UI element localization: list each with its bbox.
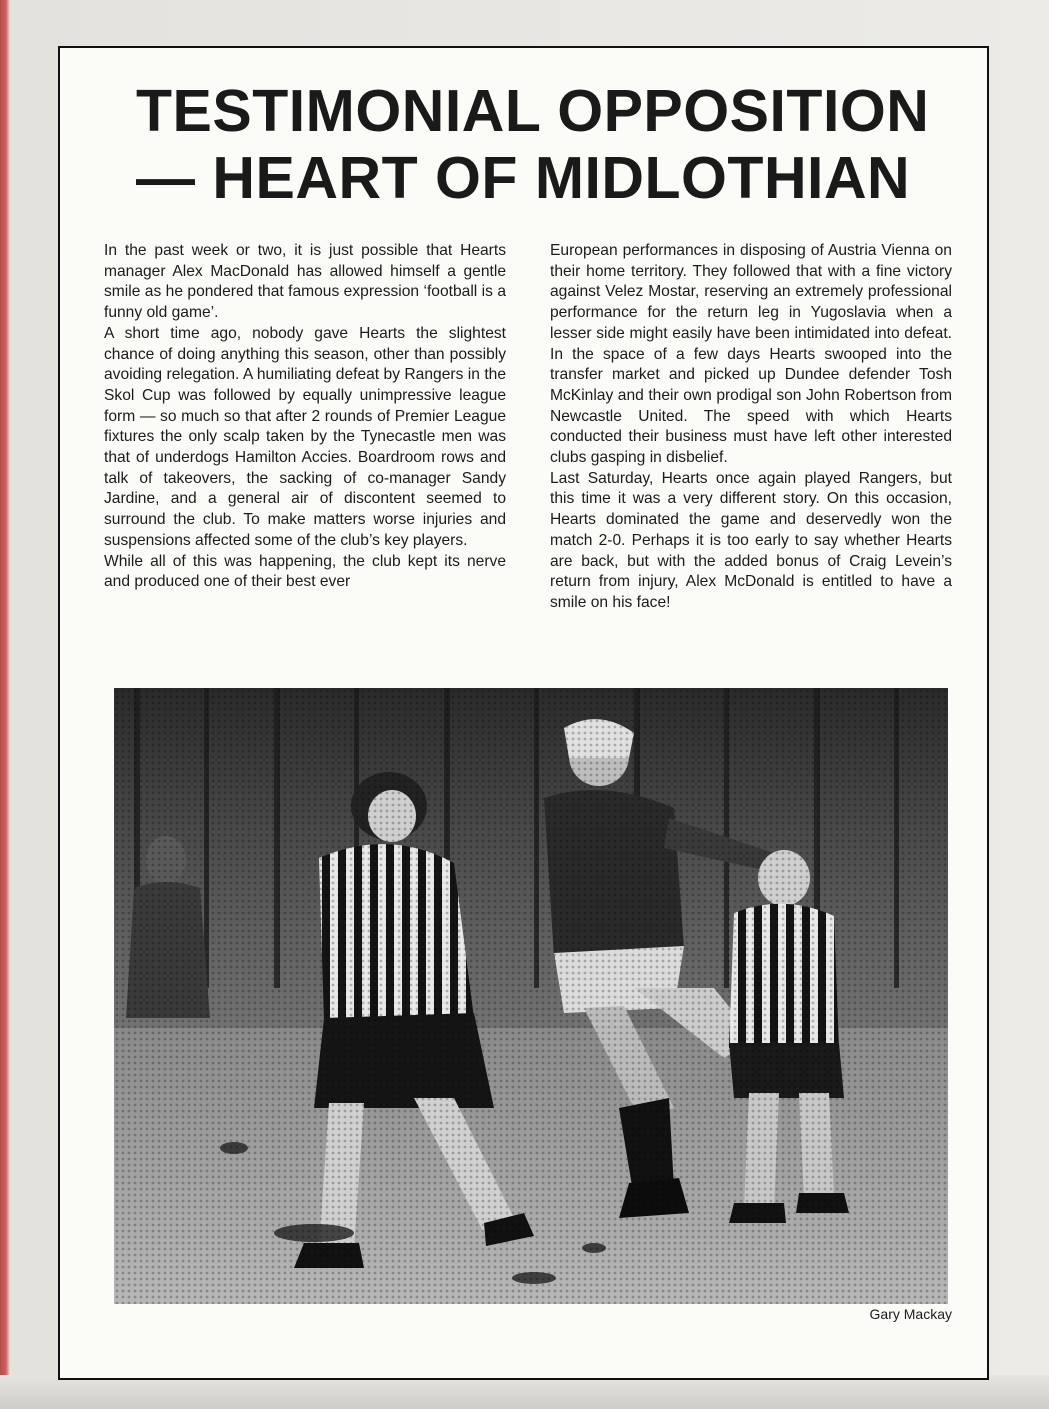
paragraph: While all of this was happening, the club kept its nerve and produced one of their best ever <box>104 552 506 591</box>
photo-caption: Gary Mackay <box>869 1306 952 1322</box>
article-column-left <box>104 241 506 593</box>
headline-line-2: — HEART OF MIDLOTHIAN <box>136 145 911 211</box>
paragraph: In the past week or two, it is just possible that Hearts manager Alex MacDonald has allowed himself a gentle smile as he pondered that famous expression ‘football is a funny old game’. <box>104 242 506 322</box>
headline-line-1: TESTIMONIAL OPPOSITION <box>136 78 930 144</box>
match-photo <box>114 688 948 1304</box>
programme-page <box>58 46 989 1380</box>
paragraph: European performances in disposing of Austria Vienna on their home territory. They followed that with a fine victory against Velez Mostar, reserving an extremely professional performance for the return leg in Yugoslavia when a lesser side might easily have been intimidated into defeat. In the space of a few days Hearts swooped into the transfer market and picked up Dundee defender Tosh McKinlay and their own prodigal son John Robertson from Newcastle United. The speed with which Hearts conducted their business must have left other interested clubs gasping in disbelief. <box>550 242 952 467</box>
paragraph: Last Saturday, Hearts once again played Rangers, but this time it was a very different story. On this occasion, Hearts dominated the game and deservedly won the match 2-0. Perhaps it is too early to say whether Hearts are back, but with the added bonus of Craig Levein’s return from injury, Alex McDonald is entitled to have a smile on his face! <box>550 469 952 611</box>
paragraph: A short time ago, nobody gave Hearts the slightest chance of doing anything this season, other than possibly avoiding relegation. A humiliating defeat by Rangers in the Skol Cup was followed by equally unimpressive league form — so much so that after 2 rounds of Premier League fixtures the only scalp taken by the Tynecastle men was that of underdogs Hamilton Accies. Boardroom rows and talk of takeovers, the sacking of co-manager Sandy Jardine, and a general air of discontent seemed to surround the club. To make matters worse injuries and suspensions affected some of the club’s key players. <box>104 324 506 549</box>
article-column-right <box>550 241 952 614</box>
headline <box>136 78 956 212</box>
